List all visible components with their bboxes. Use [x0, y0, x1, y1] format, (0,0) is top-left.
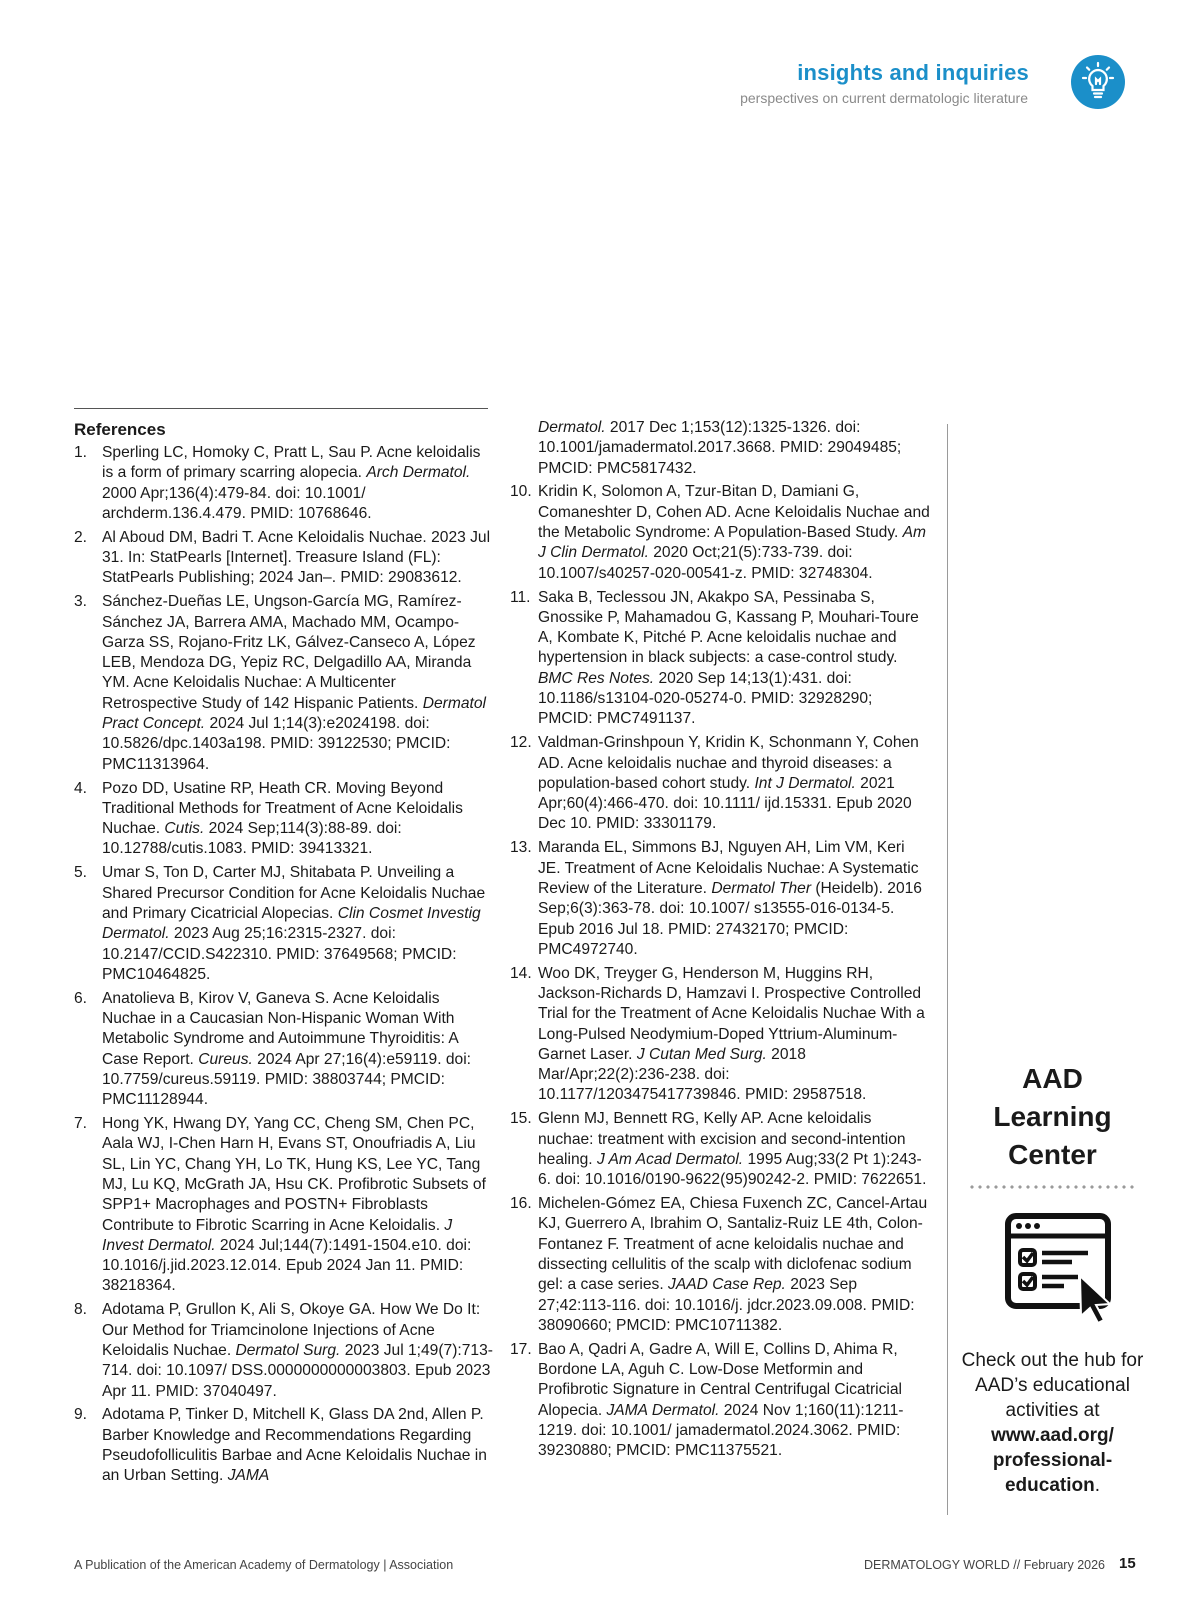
reference-details: 2023 Jul 1;49(7):713-714. doi: 10.1097/ DSS.0000000000003803. Epub 2023 Apr 11. PMID: 37040497.: [102, 1341, 493, 1400]
reference-text: [102, 779, 494, 860]
reference-authors-title: Hong YK, Hwang DY, Yang CC, Cheng SM, Chen PC, Aala WJ, I-Chen Harn H, Evans ST, Onoufriadis A, Liu SL, Lin YC, Chang YH, Lo TK, Hung KS, Lee YC, Tang MJ, Lu KQ, McGrath JA, Hsu CK. Profibrotic Subsets of SPP1+ Macrophages and POSTN+ Fibroblasts Contribute to Fibrotic Scarring in Acne Keloidalis.: [102, 1115, 486, 1234]
reference-authors-title: Adotama P, Grullon K, Ali S, Okoye GA. How We Do It: Our Method for Triamcinolone Injections of Acne Keloidalis Nuchae.: [102, 1301, 481, 1359]
reference-number: 16.: [510, 1195, 532, 1213]
reference-authors-title: Umar S, Ton D, Carter MJ, Shitabata P. Unveiling a Shared Precursor Condition for Acne Keloidalis Nuchae and Primary Cicatricial Alopecias.: [102, 864, 486, 922]
reference-item: [510, 964, 930, 1106]
reference-continuation: [510, 418, 930, 479]
promo-link-line1: www.aad.org/: [991, 1425, 1114, 1446]
reference-item: [74, 779, 494, 860]
reference-journal: J Am Acad Dermatol.: [596, 1150, 744, 1168]
reference-number: 3.: [74, 593, 88, 611]
reference-authors-title: Michelen-Gómez EA, Chiesa Fuxench ZC, Cancel-Artau KJ, Guerrero A, Ibrahim O, Santaliz-Ruiz LE 4th, Colon-Fontanez F. Treatment of acne keloidalis nuchae and dissecting cellulitis of the scalp with diclofenac sodium gel: a case series.: [538, 1195, 928, 1294]
reference-authors-title: Sánchez-Dueñas LE, Ungson-García MG, Ramírez-Sánchez JA, Barrera AMA, Machado MM, Ocampo-Garza SS, Rojano-Fritz LK, Gálvez-Canseco A, López LEB, Mendoza DG, Yepiz RC, Delgadillo AA, Miranda YM. Acne Keloidalis Nuchae: A Multicenter Retrospective Study of 142 Hispanic Patients.: [102, 593, 476, 712]
reference-text: [102, 443, 494, 524]
reference-journal: JAMA: [227, 1467, 270, 1485]
reference-item: [510, 1194, 930, 1336]
reference-text: [538, 1340, 930, 1462]
reference-item: [74, 1114, 494, 1297]
reference-rest: 2017 Dec 1;153(12):1325-1326. doi: 10.1001/jamadermatol.2017.3668. PMID: 29049485; PMCID: PMC5817432.: [538, 419, 902, 477]
reference-journal: J Invest Dermatol.: [102, 1216, 453, 1254]
reference-item: [74, 1300, 494, 1401]
reference-details: 2024 Jul 1;14(3):e2024198. doi: 10.5826/dpc.1403a198. PMID: 39122530; PMCID: PMC11313964.: [102, 715, 451, 773]
reference-number: 8.: [74, 1301, 88, 1319]
reference-details: 2021 Apr;60(4):466-470. doi: 10.1111/ ijd.15331. Epub 2020 Dec 10. PMID: 33301179.: [538, 774, 912, 833]
reference-journal: Cutis.: [164, 820, 205, 838]
reference-details: 2020 Oct;21(5):733-739. doi: 10.1007/s40257-020-00541-z. PMID: 32748304.: [538, 544, 873, 582]
reference-item: [74, 863, 494, 985]
reference-text: [538, 838, 930, 960]
reference-text: [102, 989, 494, 1111]
reference-authors-title: Adotama P, Tinker D, Mitchell K, Glass DA 2nd, Allen P. Barber Knowledge and Recommendations Regarding Pseudofolliculitis Barbae and Acne Keloidalis Nuchae in an Urban Setting.: [102, 1406, 487, 1485]
reference-journal: JAMA Dermatol.: [606, 1401, 720, 1419]
reference-authors-title: Glenn MJ, Bennett RG, Kelly AP. Acne keloidalis nuchae: treatment with excision and second-intention healing.: [538, 1110, 906, 1168]
reference-item: [510, 733, 930, 834]
reference-text: [102, 592, 494, 775]
reference-text: [538, 964, 930, 1106]
reference-details: 2023 Aug 25;16:2315-2327. doi: 10.2147/CCID.S422310. PMID: 37649568; PMCID: PMC10464825.: [102, 925, 457, 983]
reference-journal: Cureus.: [198, 1050, 253, 1068]
reference-item: [74, 528, 494, 589]
reference-item: [510, 588, 930, 730]
reference-authors-title: Valdman-Grinshpoun Y, Kridin K, Schonmann Y, Cohen AD. Acne keloidalis nuchae and thyroid diseases: a population-based cohort study.: [538, 734, 919, 792]
reference-item: [74, 989, 494, 1111]
references-rule: [74, 408, 488, 409]
promo-title-line3: Center: [1008, 1139, 1097, 1170]
page-header: [0, 56, 1200, 116]
reference-details: 2018 Mar/Apr;22(2):236-238. doi: 10.1177/1203475417739846. PMID: 29587518.: [538, 1045, 867, 1104]
promo-link-line3: education: [1004, 1475, 1095, 1496]
reference-authors-title: Saka B, Teclessou JN, Akakpo SA, Pessinaba S, Gnossike P, Mahamadou G, Kassang P, Mouhari-Toure A, Kombate K, Pitché P. Acne keloidalis nuchae and hypertension in black subjects: a case-control study.: [538, 588, 919, 667]
reference-text: [102, 863, 494, 985]
reference-number: 12.: [510, 734, 532, 752]
reference-journal: BMC Res Notes.: [538, 669, 655, 687]
reference-journal: J Cutan Med Surg.: [636, 1045, 767, 1063]
reference-list-2: [510, 482, 930, 1461]
reference-details: 2024 Jul;144(7):1491-1504.e10. doi: 10.1016/j.jid.2023.12.014. Epub 2024 Jan 11. PMID: 38218364.: [102, 1236, 472, 1295]
dotted-divider: [968, 1184, 1138, 1190]
reference-item: [510, 838, 930, 960]
reference-number: 14.: [510, 964, 532, 982]
reference-authors-title: Bao A, Qadri A, Gadre A, Will E, Collins D, Ahima R, Bordone LA, Aguh C. Low-Dose Metformin and Profibrotic Signature in Central Centrifugal Cicatricial Alopecia.: [538, 1340, 903, 1419]
laptop-checklist-icon: [988, 1208, 1118, 1328]
reference-journal: Int J Dermatol.: [754, 774, 856, 792]
reference-authors-title: Anatolieva B, Kirov V, Ganeva S. Acne Keloidalis Nuchae in a Caucasian Non-Hispanic Woman With Metabolic Syndrome and Autoimmune Thyroiditis: A Case Report.: [102, 989, 458, 1068]
reference-item: [74, 592, 494, 775]
reference-authors-title: Kridin K, Solomon A, Tzur-Bitan D, Damiani G, Comaneshter D, Cohen AD. Acne Keloidalis Nuchae and the Metabolic Syndrome: A Population-Based Study.: [538, 483, 930, 542]
page-number: 15: [1119, 1555, 1136, 1572]
reference-journal: Clin Cosmet Investig Dermatol.: [102, 904, 481, 943]
reference-number: 10.: [510, 483, 532, 501]
reference-details: 1995 Aug;33(2 Pt 1):243-6. doi: 10.1016/0190-9622(95)90242-2. PMID: 7622651.: [538, 1150, 927, 1189]
section-title: insights and inquiries: [797, 60, 1029, 85]
promo-title-line2: Learning: [993, 1101, 1112, 1132]
reference-details: 2024 Nov 1;160(11):1211-1219. doi: 10.1001/ jamadermatol.2024.3062. PMID: 39230880; PMCID: PMC11375521.: [538, 1401, 904, 1460]
aad-learning-center-promo: [960, 1060, 1145, 1498]
reference-authors-title: Maranda EL, Simmons BJ, Nguyen AH, Lim VM, Keri JE. Treatment of Acne Keloidalis Nuchae: A Systematic Review of the Literature.: [538, 839, 919, 897]
reference-number: 13.: [510, 839, 532, 857]
reference-journal: Dermatol Pract Concept.: [102, 694, 486, 733]
reference-journal: Dermatol Surg.: [235, 1341, 341, 1359]
reference-item: [74, 443, 494, 524]
reference-text: [538, 482, 930, 583]
references-column-1: [74, 418, 494, 1490]
reference-journal: Dermatol.: [538, 419, 606, 436]
reference-text: [538, 588, 930, 730]
reference-details: 2024 Sep;114(3):88-89. doi: 10.12788/cutis.1083. PMID: 39413321.: [102, 820, 402, 858]
promo-link-line2: professional-: [992, 1450, 1113, 1471]
promo-text: Check out the hub for AAD’s educational activities at: [961, 1350, 1144, 1421]
reference-item: [74, 1405, 494, 1486]
reference-authors-title: Al Aboud DM, Badri T. Acne Keloidalis Nuchae. 2023 Jul 31. In: StatPearls [Internet]. Treasure Island (FL): StatPearls Publishing; 2024 Jan–. PMID: 29083612.: [102, 528, 491, 587]
reference-number: 4.: [74, 779, 88, 797]
reference-item: [510, 1109, 930, 1190]
reference-item: [510, 482, 930, 583]
reference-text: [102, 528, 494, 589]
reference-number: 6.: [74, 989, 88, 1007]
reference-number: 7.: [74, 1115, 88, 1133]
reference-text: [538, 1194, 930, 1336]
references-heading: References: [74, 420, 166, 439]
reference-journal: Dermatol Ther: [711, 879, 812, 897]
footer-publication: A Publication of the American Academy of Dermatology | Association: [74, 1558, 454, 1572]
reference-number: 17.: [510, 1340, 532, 1358]
lightbulb-icon: [1071, 55, 1125, 109]
reference-details: 2023 Sep 27;42:113-116. doi: 10.1016/j. jdcr.2023.09.008. PMID: 38090660; PMCID: PMC10711382.: [538, 1276, 915, 1334]
reference-details: 2024 Apr 27;16(4):e59119. doi: 10.7759/cureus.59119. PMID: 38803744; PMCID: PMC11128944.: [102, 1050, 472, 1109]
reference-details: 2000 Apr;136(4):479-84. doi: 10.1001/ archderm.136.4.479. PMID: 10768646.: [102, 484, 372, 522]
promo-title-line1: AAD: [1022, 1063, 1083, 1094]
reference-number: 2.: [74, 528, 88, 546]
reference-journal: Arch Dermatol.: [366, 464, 471, 482]
reference-number: 15.: [510, 1110, 532, 1128]
reference-text: [538, 1109, 930, 1190]
reference-text: [538, 733, 930, 834]
reference-number: 1.: [74, 444, 88, 461]
reference-authors-title: Pozo DD, Usatine RP, Heath CR. Moving Beyond Traditional Methods for Treatment of Acne Keloidalis Nuchae.: [102, 779, 463, 838]
references-column-2: [510, 418, 930, 1465]
reference-number: 11.: [510, 588, 531, 606]
column-divider: [947, 424, 948, 1515]
reference-authors-title: Woo DK, Treyger G, Henderson M, Huggins RH, Jackson-Richards D, Hamzavi I. Prospective Controlled Trial for the Treatment of Acne Keloidalis Nuchae With a Long-Pulsed Neodymium-Doped Yttrium-Aluminum-Garnet Laser.: [538, 964, 925, 1063]
reference-journal: JAAD Case Rep.: [668, 1276, 786, 1294]
reference-text: [102, 1114, 494, 1297]
reference-text: [102, 1405, 494, 1486]
reference-item: [510, 1340, 930, 1462]
footer-issue: DERMATOLOGY WORLD // February 2026: [863, 1558, 1105, 1572]
reference-text: [102, 1300, 494, 1401]
reference-number: 5.: [74, 864, 88, 882]
promo-link-period: .: [1094, 1475, 1100, 1496]
reference-journal: Am J Clin Dermatol.: [538, 524, 927, 562]
reference-list-1: [74, 443, 494, 1487]
promo-link[interactable]: [960, 1423, 1145, 1498]
reference-details: 2020 Sep 14;13(1):431. doi: 10.1186/s13104-020-05274-0. PMID: 32928290; PMCID: PMC7491137.: [538, 669, 873, 728]
reference-authors-title: Sperling LC, Homoky C, Pratt L, Sau P. Acne keloidalis is a form of primary scarring alopecia.: [102, 444, 481, 482]
section-subtitle: perspectives on current dermatologic literature: [740, 90, 1028, 106]
reference-number: 9.: [74, 1406, 88, 1424]
reference-details: (Heidelb). 2016 Sep;6(3):363-78. doi: 10.1007/ s13555-016-0134-5. Epub 2016 Jul 18. PMID: 27432170; PMCID: PMC4972740.: [538, 879, 922, 958]
